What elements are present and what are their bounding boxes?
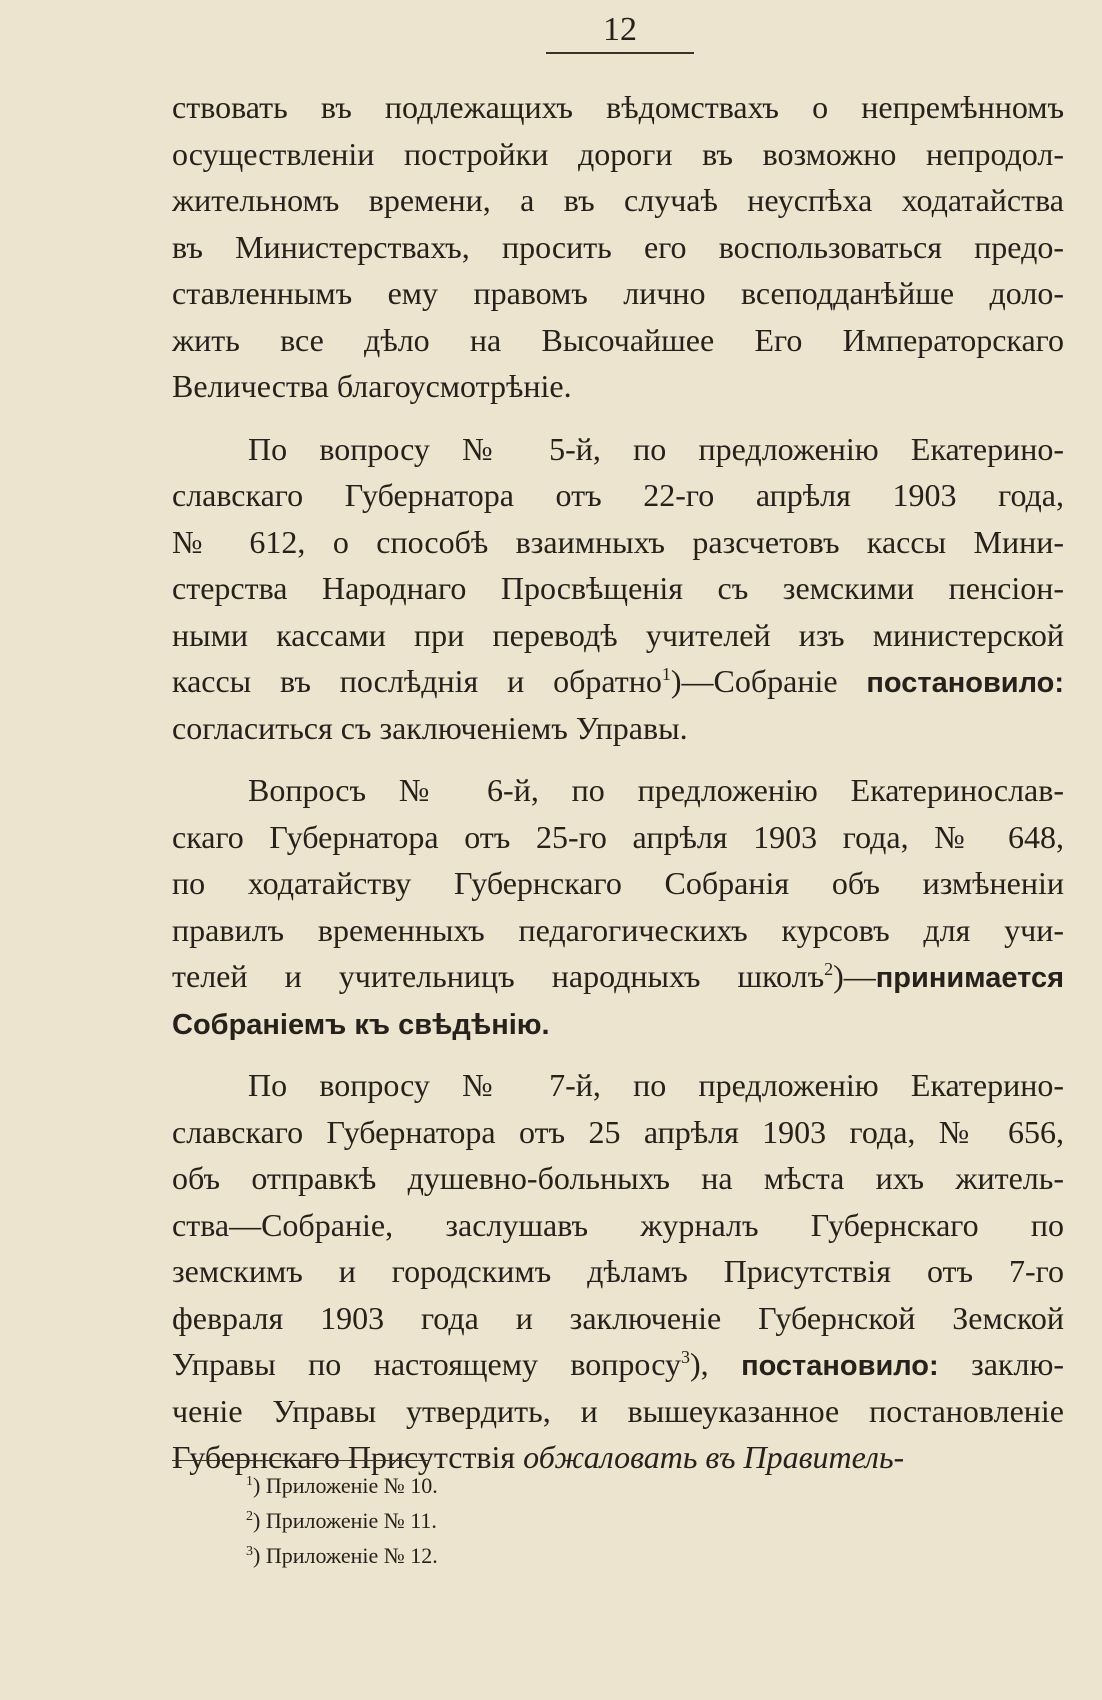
text-line (172, 1155, 1064, 1202)
text-line (172, 658, 1064, 705)
paragraph-spacer (172, 1046, 1064, 1062)
italic-phrase: обжаловать въ Правитель- (523, 1439, 905, 1475)
text-run: славскаго Губернатора отъ 22-го апрѣля 1903 года, (172, 477, 1064, 513)
footnotes (246, 1468, 438, 1573)
text-line (172, 1388, 1064, 1435)
footnote-reference: 1 (661, 664, 671, 684)
text-line (172, 131, 1064, 178)
text-line (172, 1109, 1064, 1156)
text-run: По вопросу № 7-й, по предложенію Екатерино- (248, 1067, 1064, 1103)
text-line (172, 270, 1064, 317)
text-line (172, 1062, 1064, 1109)
text-run: правилъ временныхъ педагогическихъ курсовъ для учи- (172, 911, 1064, 948)
text-line (172, 565, 1064, 612)
text-run: ными кассами при переводѣ учителей изъ министерской (172, 616, 1064, 653)
text-run: скаго Губернатора отъ 25-го апрѣля 1903 года, № 648, (172, 818, 1064, 855)
text-run: согласиться съ заключеніемъ Управы. (172, 709, 688, 746)
text-line (172, 519, 1064, 566)
text-line (172, 426, 1064, 473)
text-line (172, 860, 1064, 907)
footnote (246, 1503, 438, 1538)
footnote-mark: 2 (246, 1509, 253, 1524)
text-run: осуществленіи постройки дороги въ возможно непродол- (172, 135, 1064, 172)
text-run: ченіе Управы утвердить, и вышеуказанное постановленіе (172, 1392, 1064, 1429)
text-run: Управы по настоящему вопросу (172, 1346, 682, 1382)
paragraph-spacer (172, 410, 1064, 426)
text-line (172, 363, 1064, 410)
text-run: ), (690, 1346, 742, 1382)
text-run: заклю- (938, 1346, 1065, 1382)
text-run: объ отправкѣ душевно-больныхъ на мѣста ихъ житель- (172, 1160, 1064, 1196)
paragraph-spacer (172, 751, 1064, 767)
text-run: кассы въ послѣднія и обратно (172, 663, 662, 699)
text-line (172, 317, 1064, 364)
text-run: жительномъ времени, а въ случаѣ неуспѣха ходатайства (172, 182, 1064, 218)
footnote (246, 1468, 438, 1503)
bold-phrase: Собраніемъ къ свѣдѣнію. (172, 1008, 550, 1041)
text-run: № 612, о способѣ взаимныхъ разсчетовъ кассы Мини- (172, 523, 1064, 560)
text-run: ства—Собраніе, заслушавъ журналъ Губернскаго по (172, 1206, 1064, 1243)
footnote-mark: 1 (246, 1474, 253, 1489)
page-number: 12 (603, 11, 637, 48)
text-line (172, 1248, 1064, 1295)
text-run: февраля 1903 года и заключеніе Губернской Земской (172, 1299, 1064, 1336)
text-run: Вопросъ № 6-й, по предложенію Екатеринослав- (248, 772, 1064, 808)
bold-phrase: постановило: (866, 667, 1065, 699)
text-line (172, 907, 1064, 954)
text-line (172, 1000, 1064, 1047)
bold-phrase: принимается (875, 962, 1064, 994)
footnote-text: ) Приложеніе № 10. (253, 1473, 438, 1498)
text-line (172, 1295, 1064, 1342)
text-run: По вопросу № 5-й, по предложенію Екатерино- (248, 430, 1064, 467)
bold-phrase: постановило: (741, 1350, 939, 1382)
text-run: )— (833, 958, 876, 994)
text-line (172, 1202, 1064, 1249)
text-line (172, 1341, 1064, 1388)
text-run: земскимъ и городскимъ дѣламъ Присутствія отъ 7-го (172, 1253, 1064, 1289)
text-line (172, 612, 1064, 659)
footnote (246, 1538, 438, 1573)
text-run: ставленнымъ ему правомъ лично всеподданѣйше доло- (172, 275, 1064, 311)
footnote-rule (172, 1460, 430, 1461)
text-line (172, 224, 1064, 271)
text-line (172, 177, 1064, 224)
text-run: Губернскаго Присутствія (172, 1439, 524, 1475)
text-run: Величества благоусмотрѣніе. (172, 368, 572, 404)
text-run: по ходатайству Губернскаго Собранія объ измѣненіи (172, 865, 1064, 901)
text-run: ствовать въ подлежащихъ вѣдомствахъ о непремѣнномъ (172, 89, 1064, 125)
text-line (172, 953, 1064, 1000)
body-text (172, 84, 1064, 1481)
footnote-mark: 3 (246, 1544, 253, 1559)
footnote-text: ) Приложеніе № 12. (253, 1543, 438, 1568)
page-number-rule (546, 52, 694, 54)
text-run: славскаго Губернатора отъ 25 апрѣля 1903 года, № 656, (172, 1113, 1064, 1150)
text-run: въ Министерствахъ, просить его воспользоваться предо- (172, 228, 1064, 265)
text-run: стерства Народнаго Просвѣщенія съ земскими пенсіон- (172, 570, 1064, 606)
text-line (172, 705, 1064, 752)
footnote-text: ) Приложеніе № 11. (253, 1508, 437, 1533)
text-line (172, 814, 1064, 861)
text-run: телей и учительницъ народныхъ школъ (172, 958, 825, 994)
footnote-reference: 3 (681, 1347, 691, 1367)
text-line (172, 84, 1064, 131)
footnote-reference: 2 (824, 959, 834, 979)
text-run: )—Собраніе (670, 663, 867, 699)
text-line (172, 472, 1064, 519)
text-run: жить все дѣло на Высочайшее Его Императорскаго (172, 321, 1064, 358)
text-line (172, 767, 1064, 814)
